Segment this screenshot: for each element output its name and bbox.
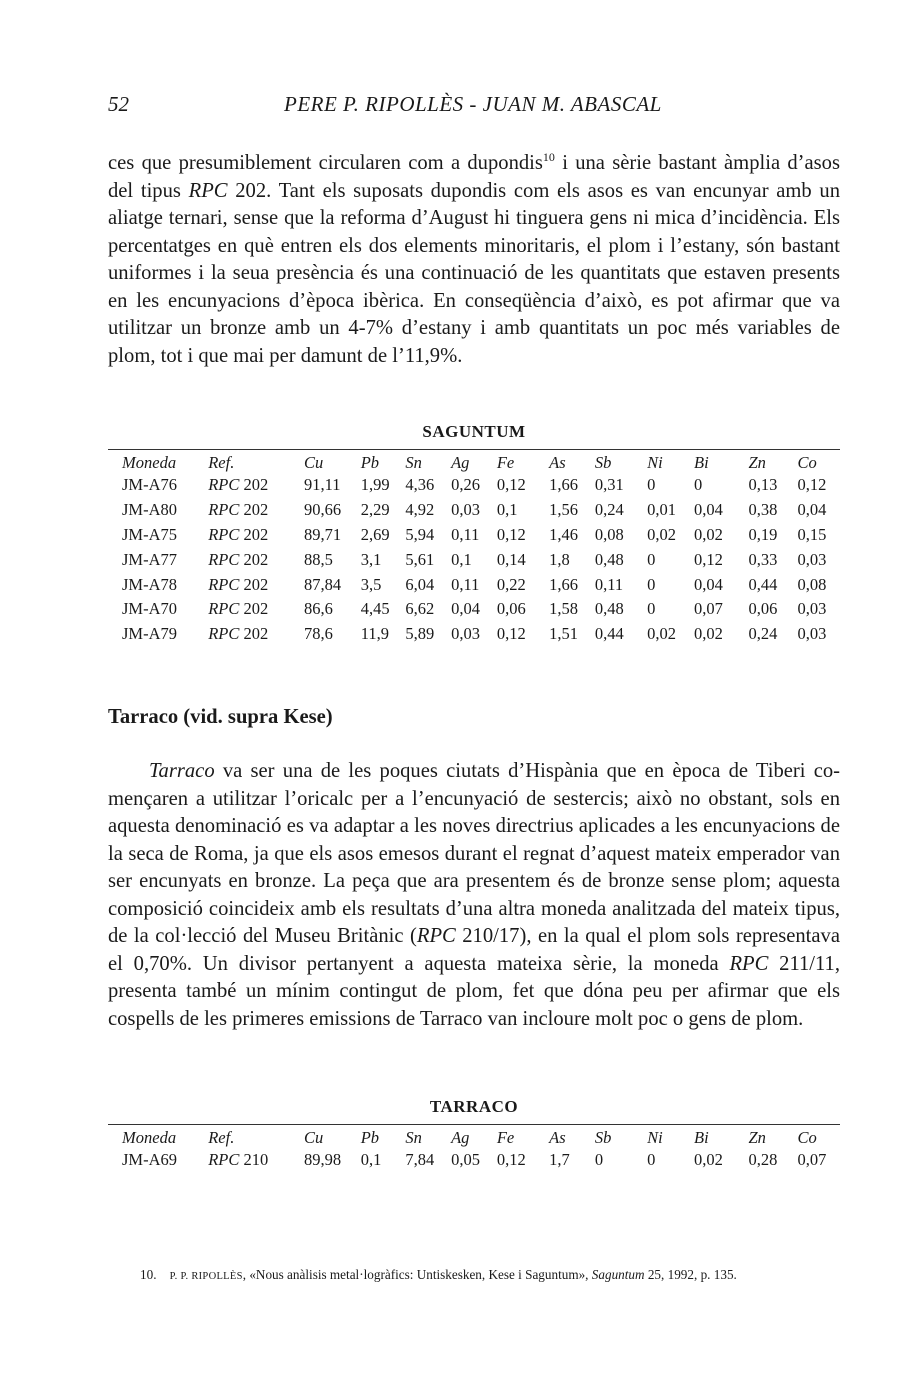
table-cell: 0,48 [594,599,624,619]
table-cell: 0,04 [693,574,723,594]
text-span: i una sèrie bastant àmplia d’asos del tipus [108,152,840,202]
column-header: Fe [497,1125,549,1149]
ref-number: 202 [239,475,269,495]
rpc-label: RPC [208,624,240,644]
paragraph-intro [108,150,840,370]
table-cell: 0,02 [693,624,723,644]
table-row [108,523,840,548]
table-cell: 1,66 [549,574,578,594]
table-cell: 5,61 [405,549,435,569]
column-header: Moneda [108,450,208,474]
text-span: ces que presumiblement circularen com a dupondis [108,152,543,174]
footnote-reference[interactable]: 10 [542,150,555,165]
table-cell: 1,99 [360,475,390,495]
table-cell: 0,48 [594,549,624,569]
column-header: Ref. [208,450,304,474]
table-cell: JM-A80 [122,500,178,520]
table-cell: 1,56 [549,500,578,520]
table-cell [208,547,304,572]
table-cell [208,622,304,647]
table-cell: 0,01 [647,500,677,520]
table-row [108,498,840,523]
column-header: Moneda [108,1125,208,1149]
column-header: Ni [647,450,694,474]
table-cell: 78,6 [304,624,333,644]
table-tarraco [108,1124,840,1173]
table-cell: 0,1 [360,1150,382,1170]
rpc-label: RPC [208,574,240,594]
rpc-label: RPC [416,925,456,947]
table-cell: 0,04 [451,599,480,619]
column-header: Ag [451,450,497,474]
table-cell: 0,11 [451,574,480,594]
table-cell: 90,66 [304,500,342,520]
table-cell: 86,6 [304,599,333,619]
text-span: 202. Tant els suposats dupondis com els asos es van encunyar amb un aliatge ternari, sense que la reforma d’August hi tinguera gens ni mica d’incidència. Els percentatges en què entren els dos elements minoritaris, el plom i l’estany, són bastant uniformes i la seua presència és una continuació de les quantitats que estaven presents en les encunyacions d’època ibèrica. En conseqüència d’això, es pot afirmar que va utilitzar un bronze amb un 4-7% d’estany i amb quantitats un poc més variables de plom, tot i que mai per damunt de l’11,9%. [108,179,840,367]
column-header: Zn [748,450,797,474]
running-head: PERE P. RIPOLLÈS - JUAN M. ABASCAL [284,92,662,116]
rpc-label: RPC [729,952,769,975]
table-cell: 0,24 [748,624,778,644]
table-cell: 3,1 [360,549,382,569]
column-header: Sn [405,1125,451,1149]
text-span: , «Nous anàlisis metal·logràfics: Untiskesken, Kese i Saguntum», [242,1267,592,1282]
table-title-saguntum: SAGUNTUM [422,422,526,441]
column-header: Ag [451,1125,497,1149]
table-cell [208,498,304,523]
ref-number: 202 [239,599,269,619]
ref-number: 202 [239,574,269,594]
rpc-label: RPC [208,549,240,569]
table-row [108,622,840,647]
text-span: 211/11, presenta també un mínim contingut de plom, fet que dóna peu per afirmar que els cospells de les primeres emissions de Tarraco van incloure molt poc o gens de plom. [108,952,840,1030]
table-cell: 0,1 [451,549,472,569]
rpc-label: RPC [208,500,240,520]
table-cell: 88,5 [304,549,333,569]
tarraco-italic: Tarraco [149,760,215,782]
table-cell: 0,06 [496,599,526,619]
table-cell: 0,02 [693,524,723,544]
table-cell: 0 [693,475,703,495]
rpc-label: RPC [208,524,240,544]
rpc-label: RPC [208,1150,240,1170]
table-cell: 0,13 [748,475,778,495]
table-row [108,473,840,498]
table-cell: 2,69 [360,524,390,544]
column-header: Ref. [208,1125,304,1149]
table-cell: 0 [647,549,656,569]
column-header: Co [797,450,840,474]
table-cell: 0,1 [496,500,518,520]
table-title-tarraco: TARRACO [429,1097,519,1116]
page-number: 52 [108,92,129,116]
table-cell: 6,62 [405,599,435,619]
table-cell: 0,02 [693,1150,723,1170]
footnote-number: 10. [140,1267,157,1282]
column-header: Zn [748,1125,797,1149]
table-cell: 5,89 [405,624,435,644]
table-cell: 4,36 [405,475,435,495]
table-cell: 0,03 [451,500,480,520]
table-cell: 1,46 [549,524,578,544]
table-cell [208,1148,304,1173]
footnote-author: P. P. RIPOLLÈS [169,1271,243,1282]
table-cell: 0,38 [748,500,778,520]
table-cell: 0,12 [496,524,526,544]
table-cell: 91,11 [304,475,341,495]
table-cell: 0,06 [748,599,778,619]
table-cell: 0,03 [797,624,827,644]
table-cell: 0 [647,475,656,495]
table-cell: 0 [647,574,656,594]
table-header-row [108,1125,840,1149]
rpc-label: RPC [188,179,228,202]
table-cell: 6,04 [405,574,435,594]
column-header: Ni [647,1125,694,1149]
ref-number: 210 [239,1150,269,1170]
table-cell: 0 [647,599,656,619]
table-cell: JM-A76 [122,475,178,495]
table-cell: 0,11 [594,574,624,594]
table-cell: JM-A69 [122,1150,178,1170]
table-cell: 0,19 [748,524,778,544]
table-cell: 0,12 [496,1150,526,1170]
column-header: Pb [361,1125,406,1149]
table-cell: 5,94 [405,524,435,544]
column-header: As [549,450,595,474]
table-cell: 1,7 [549,1150,570,1170]
table-cell: 3,5 [360,574,382,594]
text-span: 25, 1992, p. 135. [644,1267,737,1282]
table-cell: 0,44 [594,624,624,644]
table-cell: 7,84 [405,1150,435,1170]
table-cell [208,572,304,597]
table-cell: 11,9 [360,624,389,644]
table-cell: 0,12 [496,624,526,644]
text-span: va ser una de les poques ciutats d’Hispània que en època de Tiberi començaren a utilitzar l’oricalc per a l’encunyació de sestercis; això no obstant, sols en aquesta denominació es va adaptar a les noves directrius aplicades a les encunyacions de la seca de Roma, ja que els asos emesos durant el regnat d’aquest mateix emperador van ser encunyats en bronze. La peça que ara presentem és de bronze sense plom; aquesta composició coincideix amb els resultats d’una altra moneda analitzada del mateix tipus, de la col·lecció del Museu Britànic ( [108,760,840,947]
column-header: Sn [405,450,451,474]
table-cell [208,523,304,548]
text-span: 210/17), en la qual el plom sols representava el 0,70%. Un divisor pertanyent a aquesta mateixa sèrie, la moneda [108,925,840,975]
paragraph-tarraco [108,758,840,1033]
table-cell: 0,05 [451,1150,480,1170]
table-cell: JM-A78 [122,574,178,594]
table-row [108,572,840,597]
table-cell: 0,07 [797,1150,827,1170]
table-cell: JM-A75 [122,524,178,544]
table-cell: 1,8 [549,549,570,569]
table-cell: 0,12 [693,549,723,569]
table-cell: 0,04 [693,500,723,520]
table-cell: 4,45 [360,599,390,619]
ref-number: 202 [239,549,269,569]
table-cell: 89,98 [304,1150,342,1170]
table-cell: 0,31 [594,475,624,495]
column-header: Co [797,1125,840,1149]
table-cell: 0 [594,1150,604,1170]
ref-number: 202 [239,500,269,520]
table-cell: 0,44 [748,574,778,594]
table-cell: 87,84 [304,574,342,594]
table-saguntum [108,449,840,647]
rpc-label: RPC [208,475,240,495]
column-header: Cu [304,1125,361,1149]
table-cell: JM-A70 [122,599,178,619]
footnote-journal: Saguntum [591,1267,645,1282]
table-cell: 0,02 [647,524,677,544]
table-cell: 0,26 [451,475,480,495]
table-cell: 0,08 [594,524,624,544]
table-cell: 0,33 [748,549,778,569]
ref-number: 202 [239,524,269,544]
table-cell: 1,66 [549,475,578,495]
table-cell: 0,04 [797,500,827,520]
table-header-row [108,450,840,474]
table-cell: 0,07 [693,599,723,619]
column-header: As [549,1125,595,1149]
column-header: Bi [694,1125,748,1149]
column-header: Bi [694,450,748,474]
table-cell [208,597,304,622]
table-cell: 0,11 [451,524,480,544]
table-cell: 1,51 [549,624,578,644]
table-cell: 0,28 [748,1150,778,1170]
table-cell: JM-A79 [122,624,178,644]
table-cell: 2,29 [360,500,390,520]
table-cell: 0,15 [797,524,827,544]
table-cell: 0,02 [647,624,677,644]
table-cell: 4,92 [405,500,435,520]
column-header: Fe [497,450,549,474]
column-header: Sb [595,450,647,474]
column-header: Pb [361,450,406,474]
table-row [108,597,840,622]
table-cell: 0,14 [496,549,526,569]
ref-number: 202 [239,624,269,644]
table-cell: 0 [647,1150,656,1170]
table-cell: 0,03 [797,599,827,619]
table-row [108,547,840,572]
section-heading: Tarraco (vid. supra Kese) [108,706,333,728]
column-header: Cu [304,450,361,474]
table-cell: 0,22 [496,574,526,594]
table-cell: 89,71 [304,524,342,544]
table-cell [208,473,304,498]
footnote [140,1267,737,1283]
table-row [108,1148,840,1173]
table-cell: 0,24 [594,500,624,520]
column-header: Sb [595,1125,647,1149]
table-cell: 0,03 [797,549,827,569]
table-cell: 0,03 [451,624,480,644]
table-cell: 0,12 [496,475,526,495]
table-cell: 0,12 [797,475,827,495]
table-cell: JM-A77 [122,549,178,569]
table-cell: 1,58 [549,599,578,619]
table-cell: 0,08 [797,574,827,594]
rpc-label: RPC [208,599,240,619]
